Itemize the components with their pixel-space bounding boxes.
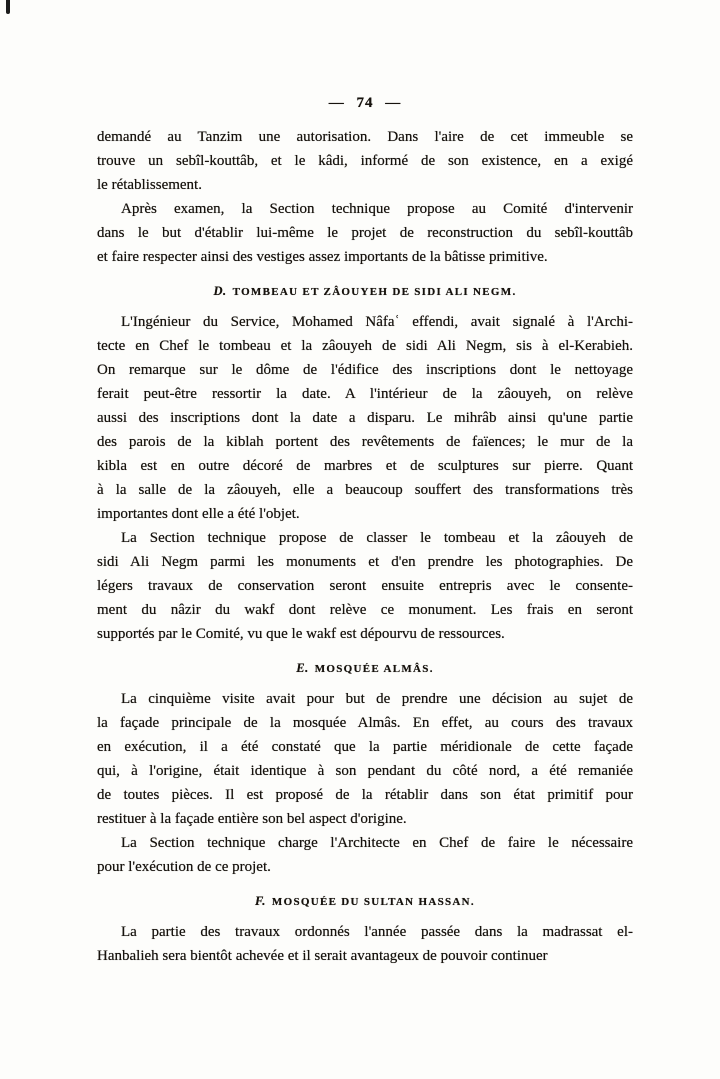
text-line: le rétablissement. xyxy=(97,177,202,193)
paragraph xyxy=(97,526,633,646)
text-line: ment du nâzir du wakf dont relève ce monument. Les frais en seront xyxy=(97,602,633,618)
text-line: restituer à la façade entière son bel aspect d'origine. xyxy=(97,811,407,827)
text-line: la façade principale de la mosquée Almâs. En effet, au cours des travaux xyxy=(97,715,633,731)
text-line: trouve un sebîl-kouttâb, et le kâdi, informé de son existence, en a exigé xyxy=(97,153,633,169)
scan-artifact-mark xyxy=(6,0,10,14)
section-heading xyxy=(97,889,633,914)
text-line: à la salle de la zâouyeh, elle a beaucoup souffert des transformations très xyxy=(97,482,633,498)
section-title: TOMBEAU ET ZÂOUYEH DE SIDI ALI NEGM. xyxy=(232,286,517,298)
text-line: en exécution, il a été constaté que la partie méridionale de cette façade xyxy=(97,739,633,755)
text-line: tecte en Chef le tombeau et la zâouyeh de sidi Ali Negm, sis à el-Kerabieh. xyxy=(97,338,633,354)
section-title: MOSQUÉE DU SULTAN HASSAN. xyxy=(271,896,475,908)
text-line: kibla est en outre décoré de marbres et de sculptures sur pierre. Quant xyxy=(97,458,633,474)
text-line: ferait peut-être ressortir la date. A l'intérieur de la zâouyeh, on relève xyxy=(97,386,633,402)
text-line: Après examen, la Section technique propose au Comité d'intervenir xyxy=(121,201,633,217)
paragraph xyxy=(97,125,633,197)
section-title: MOSQUÉE ALMÂS. xyxy=(314,663,434,675)
text-line: La partie des travaux ordonnés l'année passée dans la madrassat el- xyxy=(121,924,633,940)
section-letter: E. xyxy=(296,661,309,675)
section-letter: F. xyxy=(255,894,266,908)
paragraph xyxy=(97,197,633,269)
text-line: des parois de la kiblah portent des revêtements de faïences; le mur de la xyxy=(97,434,633,450)
text-line: demandé au Tanzim une autorisation. Dans l'aire de cet immeuble se xyxy=(97,129,633,145)
text-block xyxy=(97,125,633,968)
paragraph xyxy=(97,687,633,831)
text-line: supportés par le Comité, vu que le wakf est dépourvu de ressources. xyxy=(97,626,505,642)
text-line: dans le but d'établir lui-même le projet de reconstruction du sebîl-kouttâb xyxy=(97,225,633,241)
text-line: pour l'exécution de ce projet. xyxy=(97,859,271,875)
paragraph xyxy=(97,920,633,968)
paragraph xyxy=(97,310,633,526)
page-number: — 74 — xyxy=(328,95,402,111)
section-heading xyxy=(97,656,633,681)
text-line: et faire respecter ainsi des vestiges assez importants de la bâtisse primitive. xyxy=(97,249,548,265)
text-line: L'Ingénieur du Service, Mohamed Nâfaʿ effendi, avait signalé à l'Archi- xyxy=(121,314,633,330)
text-line: La Section technique propose de classer le tombeau et la zâouyeh de xyxy=(121,530,633,546)
text-line: aussi des inscriptions dont la date a disparu. Le mihrâb ainsi qu'une partie xyxy=(97,410,633,426)
text-line: qui, à l'origine, était identique à son pendant du côté nord, a été remaniée xyxy=(97,763,633,779)
text-line: On remarque sur le dôme de l'édifice des inscriptions dont le nettoyage xyxy=(97,362,633,378)
text-line: sidi Ali Negm parmi les monuments et d'en prendre les photographies. De xyxy=(97,554,633,570)
text-line: importantes dont elle a été l'objet. xyxy=(97,506,300,522)
text-line: Hanbalieh sera bientôt achevée et il serait avantageux de pouvoir continuer xyxy=(97,948,548,964)
section-letter: D. xyxy=(213,284,227,298)
text-line: La cinquième visite avait pour but de prendre une décision au sujet de xyxy=(121,691,633,707)
text-line: de toutes pièces. Il est proposé de la rétablir dans son état primitif pour xyxy=(97,787,633,803)
section-heading xyxy=(97,279,633,304)
text-line: La Section technique charge l'Architecte en Chef de faire le nécessaire xyxy=(121,835,633,851)
paragraph xyxy=(97,831,633,879)
text-line: légers travaux de conservation seront ensuite entrepris avec le consente- xyxy=(97,578,633,594)
